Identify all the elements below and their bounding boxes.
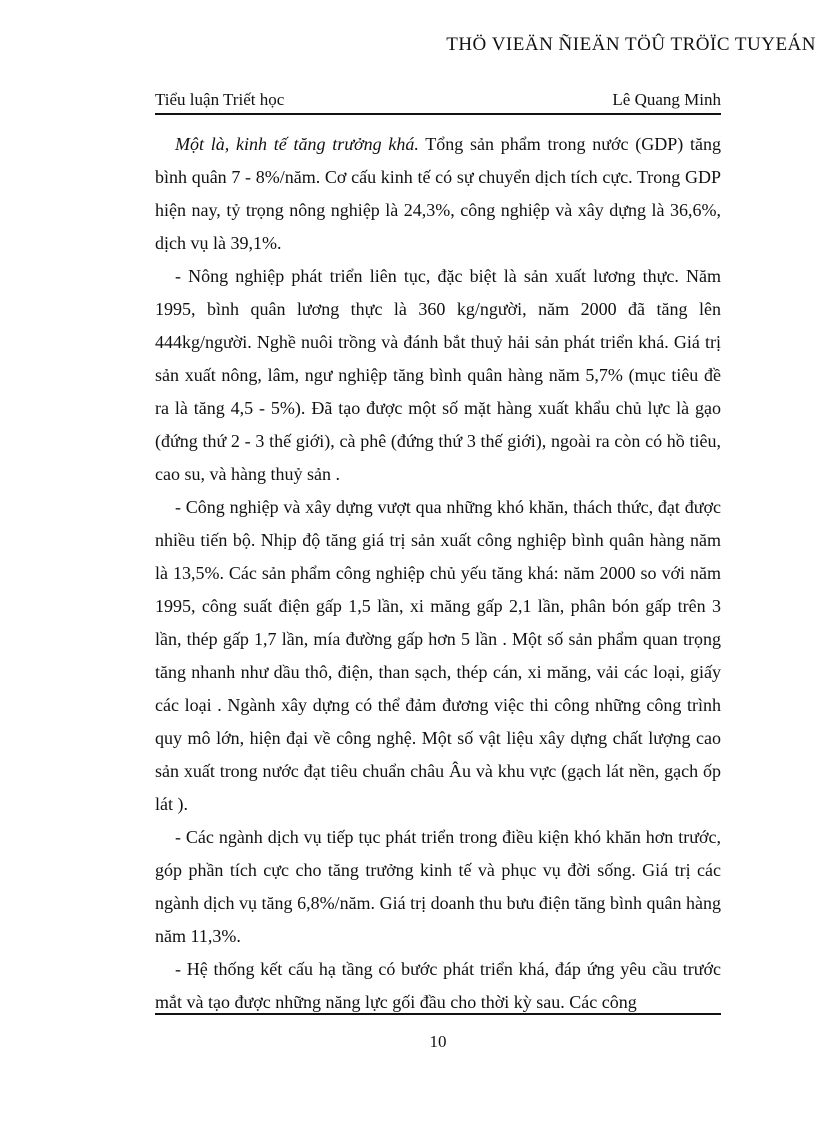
- paragraph: [155, 821, 721, 953]
- paragraph-text: - Các ngành dịch vụ tiếp tục phát triển trong điều kiện khó khăn hơn trước, góp phần tích cực cho tăng trưởng kinh tế và phục vụ đời sống. Giá trị các ngành dịch vụ tăng 6,8%/năm. Giá trị doanh thu bưu điện tăng bình quân hàng năm 11,3%.: [155, 827, 721, 946]
- document-body: [155, 128, 721, 1019]
- paragraph: [155, 128, 721, 260]
- paragraph: [155, 260, 721, 491]
- page-header: [155, 90, 721, 110]
- header-author: Lê Quang Minh: [612, 90, 721, 109]
- paragraph-text: - Hệ thống kết cấu hạ tầng có bước phát triển khá, đáp ứng yêu cầu trước mắt và tạo được những năng lực gối đầu cho thời kỳ sau. Các công: [155, 959, 721, 1012]
- paragraph-text: - Nông nghiệp phát triển liên tục, đặc biệt là sản xuất lương thực. Năm 1995, bình quân lương thực là 360 kg/người, năm 2000 đã tăng lên 444kg/người. Nghề nuôi trồng và đánh bắt thuỷ hải sản phát triển khá. Giá trị sản xuất nông, lâm, ngư nghiệp tăng bình quân hàng năm 5,7% (mục tiêu đề ra là tăng 4,5 - 5%). Đã tạo được một số mặt hàng xuất khẩu chủ lực là gạo (đứng thứ 2 - 3 thế giới), cà phê (đứng thứ 3 thế giới), ngoài ra còn có hồ tiêu, cao su, và hàng thuỷ sản .: [155, 266, 721, 484]
- library-watermark: THÖ VIEÄN ÑIEÄN TÖÛ TRÖÏC TUYEÁN: [446, 34, 816, 55]
- paragraph-text: Tổng sản phẩm trong nước (GDP) tăng bình quân 7 - 8%/năm. Cơ cấu kinh tế có sự chuyển dịch tích cực. Trong GDP hiện nay, tỷ trọng nông nghiệp là 24,3%, công nghiệp và xây dựng là 36,6%, dịch vụ là 39,1%.: [155, 134, 721, 253]
- header-title: Tiểu luận Triết học: [155, 90, 285, 109]
- paragraph: [155, 953, 721, 1019]
- paragraph: [155, 491, 721, 821]
- paragraph-lead: Một là, kinh tế tăng trưởng khá.: [175, 134, 419, 154]
- page-number: 10: [429, 1032, 447, 1051]
- footer-divider: [155, 1013, 721, 1015]
- paragraph-text: - Công nghiệp và xây dựng vượt qua những khó khăn, thách thức, đạt được nhiều tiến bộ. Nhịp độ tăng giá trị sản xuất công nghiệp bình quân hàng năm là 13,5%. Các sản phẩm công nghiệp chủ yếu tăng khá: năm 2000 so với năm 1995, công suất điện gấp 1,5 lần, xi măng gấp 2,1 lần, phân bón gấp trên 3 lần, thép gấp 1,7 lần, mía đường gấp hơn 5 lần . Một số sản phẩm quan trọng tăng nhanh như dầu thô, điện, than sạch, thép cán, xi măng, vải các loại, giấy các loại . Ngành xây dựng có thể đảm đương việc thi công những công trình quy mô lớn, hiện đại về công nghệ. Một số vật liệu xây dựng chất lượng cao sản xuất trong nước đạt tiêu chuẩn châu Âu và khu vực (gạch lát nền, gạch ốp lát ).: [155, 497, 721, 814]
- header-divider: [155, 113, 721, 115]
